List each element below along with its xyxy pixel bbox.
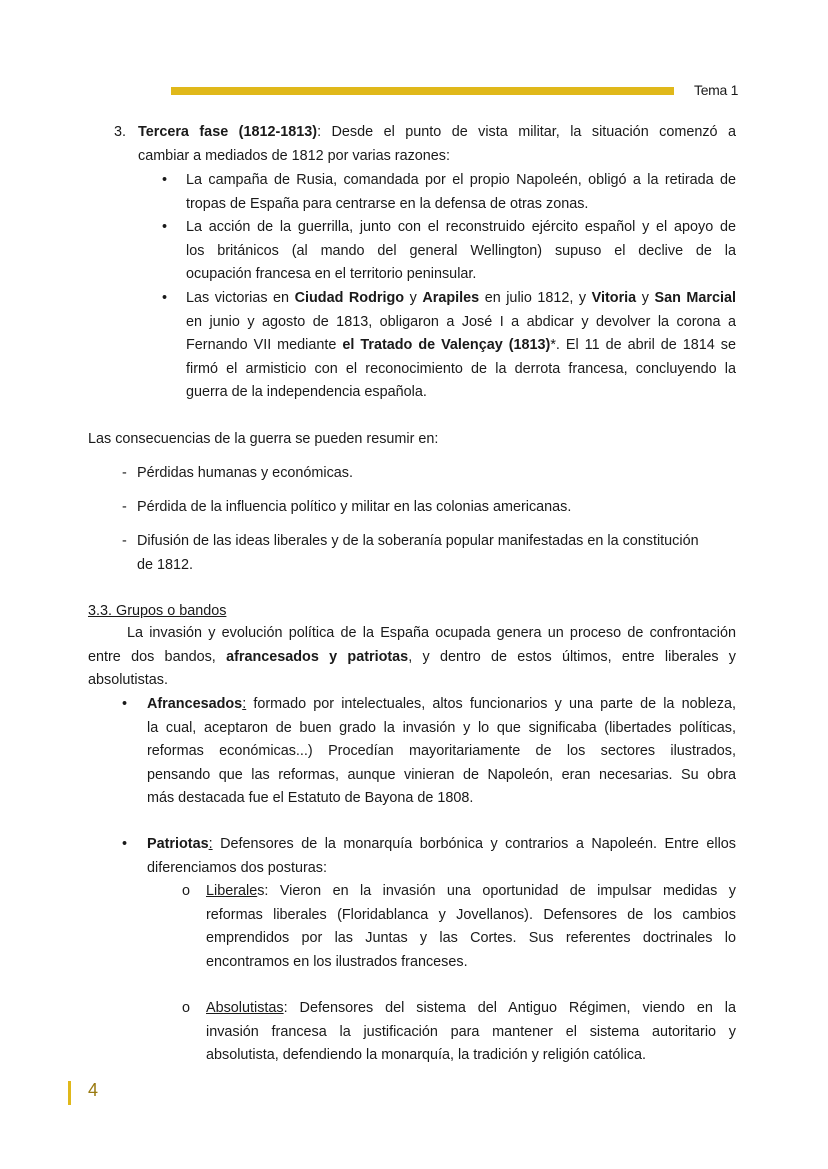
footer-accent-bar <box>68 1081 71 1105</box>
patriotas-item: Patriotas: Defensores de la monarquía borbónica y contrarios a Napoleén. Entre ellos diferenciamos dos posturas: <box>147 836 736 876</box>
bullet-icon: • <box>122 836 128 852</box>
circle-bullet-icon: o <box>182 1000 191 1016</box>
consequences-intro: Las consecuencias de la guerra se pueden resumir en: <box>88 431 439 447</box>
absolutistas-item: Absolutistas: Defensores del sistema del Antiguo Régimen, viendo en la invasión francesa la justificación para mantener el sistema autoritario y absolutista, defendiendo la monarquía, la tradición y religión católica. <box>206 1000 736 1063</box>
consequence-item: Pérdidas humanas y económicas. <box>137 465 353 481</box>
list-number: 3. <box>114 124 127 140</box>
bullet-icon: • <box>162 172 168 188</box>
afrancesados-item: Afrancesados: formado por intelectuales, altos funcionarios y una parte de la nobleza, la cual, aceptaron de buen grado la invasión y lo que significaba (libertades políticas, reformas económicas...) Procedían mayoritariamente de los sectores ilustrados, pensando que las reformas, aunque vinieran de Napoleón, eran necesarias. Su obra más destacada fue el Estatuto de Bayona de 1808. <box>147 696 736 806</box>
phase3-intro: Tercera fase (1812-1813): Desde el punto de vista militar, la situación comenzó a cambiar a mediados de 1812 por varias razones: <box>138 124 737 164</box>
header-accent-bar <box>171 87 674 95</box>
dash-icon: - <box>122 499 127 515</box>
consequence-item: Pérdida de la influencia político y militar en las colonias americanas. <box>137 499 572 515</box>
section-heading: 3.3. Grupos o bandos <box>88 603 227 619</box>
header-title: Tema 1 <box>694 82 739 98</box>
section-intro-paragraph: La invasión y evolución política de la España ocupada genera un proceso de confrontación entre dos bandos, afrancesados y patriotas, y dentro de estos últimos, entre liberales y absolutistas. <box>88 625 736 688</box>
dash-icon: - <box>122 465 127 481</box>
phase3-bullet-1: La campaña de Rusia, comandada por el propio Napoleén, obligó a la retirada de tropas de España para centrarse en la defensa de otras zonas. <box>186 172 736 212</box>
bullet-icon: • <box>122 696 128 712</box>
bullet-icon: • <box>162 290 168 306</box>
phase3-bullet-2: La acción de la guerrilla, junto con el reconstruido ejército español y el apoyo de los británicos (al mando del general Wellington) supuso el declive de la ocupación francesa en el territorio peninsular. <box>186 219 736 282</box>
circle-bullet-icon: o <box>182 883 191 899</box>
liberales-item: Liberales: Vieron en la invasión una oportunidad de impulsar medidas y reformas liberales (Floridablanca y Jovellanos). Defensores de los cambios emprendidos por las Juntas y las Cortes. Sus referentes doctrinales lo encontramos en los ilustrados franceses. <box>206 883 736 970</box>
phase3-bullet-3: Las victorias en Ciudad Rodrigo y Arapiles en julio 1812, y Vitoria y San Marcial en junio y agosto de 1813, obligaron a José I a abdicar y devolver la corona a Fernando VII mediante el Tratado de Valençay (1813)*. El 11 de abril de 1814 se firmó el armisticio con el reconocimiento de la derrota francesa, concluyendo la guerra de la independencia española. <box>186 290 736 400</box>
bullet-icon: • <box>162 219 168 235</box>
page-number: 4 <box>88 1080 99 1100</box>
consequence-item: Difusión de las ideas liberales y de la soberanía popular manifestadas en la constitución de 1812. <box>137 533 699 573</box>
phase3-title: Tercera fase (1812-1813) <box>138 124 318 140</box>
dash-icon: - <box>122 533 127 549</box>
